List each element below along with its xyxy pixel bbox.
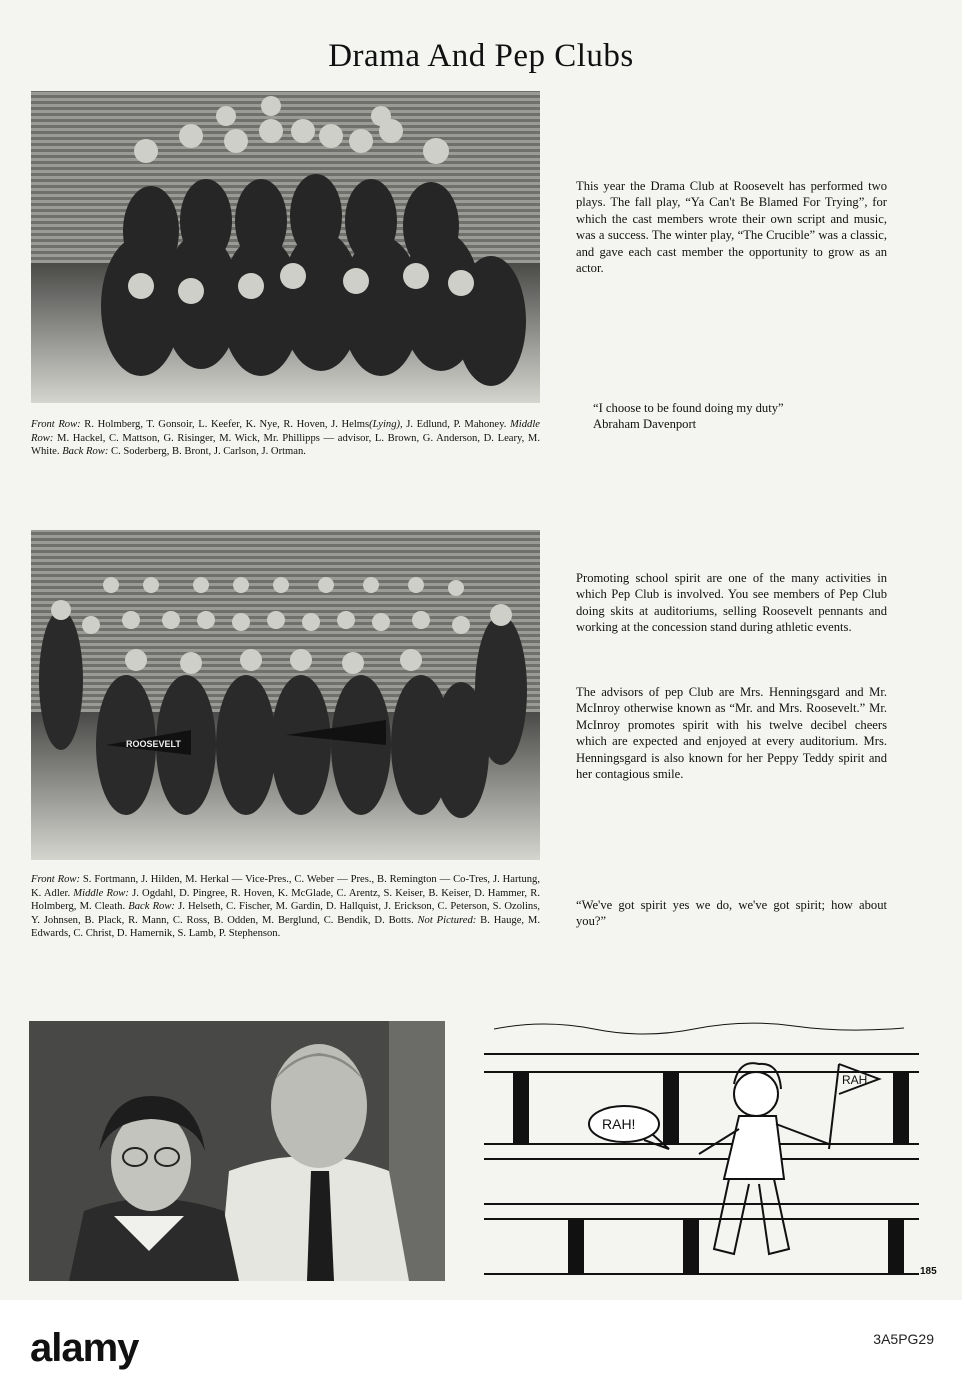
image-id-code: 3A5PG29 xyxy=(873,1331,934,1347)
pep-cheer-cartoon xyxy=(484,1014,919,1280)
caption-middle-names: J. Ogdahl, D. Pingree, R. Hoven, K. McGlade, C. Arentz, S. Keiser, B. Keiser, D. Hammer, R. Holmberg, M. Cleath. xyxy=(31,887,540,913)
caption-front-label: Front Row: xyxy=(31,419,81,430)
caption-back-names: C. Soderberg, B. Bront, J. Carlson, J. Ortman. xyxy=(108,446,306,458)
drama-photo-caption xyxy=(31,418,540,459)
cartoon-speech-text: RAH! xyxy=(602,1116,636,1132)
caption-back-names: J. Helseth, C. Fischer, M. Gardin, D. Hallquist, J. Erickson, C. Peterson, S. Ozolins, Y. Johnsen, B. Plack, R. Mann, C. Ross, B. Odden, M. Berglund, C. Bendik, D. Botts. xyxy=(31,901,540,926)
drama-group-silhouettes xyxy=(31,91,540,403)
page-title: Drama And Pep Clubs xyxy=(328,38,634,74)
cartoon-flag-text: RAH xyxy=(842,1073,868,1087)
page-number: 185 xyxy=(920,1266,937,1277)
drama-paragraph: This year the Drama Club at Roosevelt has performed two plays. The fall play, “Ya Can't Be Blamed For Trying”, for which the cast members wrote their own script and music, was a success. The winter play, “The Crucible” was a classic, and gave each cast member the opportunity to grow as an actor. xyxy=(576,179,887,276)
pep-quote: “We've got spirit yes we do, we've got spirit; how about you?” xyxy=(576,898,887,929)
advisors-photo xyxy=(29,1021,445,1281)
pep-paragraph-2: The advisors of pep Club are Mrs. Henningsgard and Mr. McInroy otherwise known as “Mr. and Mrs. Roosevelt.” Mr. McInroy promotes spirit with his twelve decibel cheers which are expected and enjoyed at every auditorium. Mrs. Henningsgard is also known for her Peppy Teddy spirit and her contagious smile. xyxy=(576,685,887,782)
caption-front-names: S. Fortmann, J. Hilden, M. Herkal — Vice-Pres., C. Weber — Pres., B. Remington — Co-Tres, J. Hartung, K. Adler. xyxy=(31,874,540,899)
advisors-silhouettes xyxy=(29,1021,445,1281)
caption-middle-label: Middle Row: xyxy=(73,887,129,899)
caption-middle-names: M. Hackel, C. Mattson, G. Risinger, M. Wick, Mr. Phillipps — advisor, L. Brown, G. Anderson, D. Leary, M. White. xyxy=(31,432,540,458)
image-id xyxy=(873,1330,934,1348)
caption-lying-note: (Lying), xyxy=(369,419,403,430)
caption-back-label: Back Row: xyxy=(128,901,175,913)
stock-footer xyxy=(0,1300,962,1390)
pep-group-silhouettes xyxy=(31,530,540,860)
caption-not-pictured-label: Not Pictured: xyxy=(417,914,477,926)
alamy-logo: alamy xyxy=(30,1326,139,1370)
pep-club-photo xyxy=(31,530,540,860)
drama-club-photo xyxy=(31,91,540,403)
drama-quote-author: Abraham Davenport xyxy=(593,417,697,432)
caption-not-pictured-names: B. Hauge, M. Edwards, C. Christ, D. Hamernik, S. Lamb, P. Stephenson. xyxy=(31,914,540,940)
caption-front-names-rest: J. Edlund, P. Mahoney. xyxy=(402,419,510,430)
caption-middle-label: Middle Row: xyxy=(31,419,540,444)
caption-back-label: Back Row: xyxy=(62,446,109,458)
pep-photo-caption xyxy=(31,873,540,941)
pennant-text: ROOSEVELT xyxy=(126,739,181,749)
caption-front-label: Front Row: xyxy=(31,874,80,885)
drama-quote-text: “I choose to be found doing my duty” xyxy=(593,401,784,415)
pep-paragraph-1: Promoting school spirit are one of the many activities in which Pep Club is involved. You see members of Pep Club doing skits at auditoriums, selling Roosevelt pennants and working at the concession stand during athletic events. xyxy=(576,571,887,635)
drama-quote xyxy=(593,400,893,433)
caption-front-names: R. Holmberg, T. Gonsoir, L. Keefer, K. Nye, R. Hoven, J. Helms xyxy=(80,419,370,430)
